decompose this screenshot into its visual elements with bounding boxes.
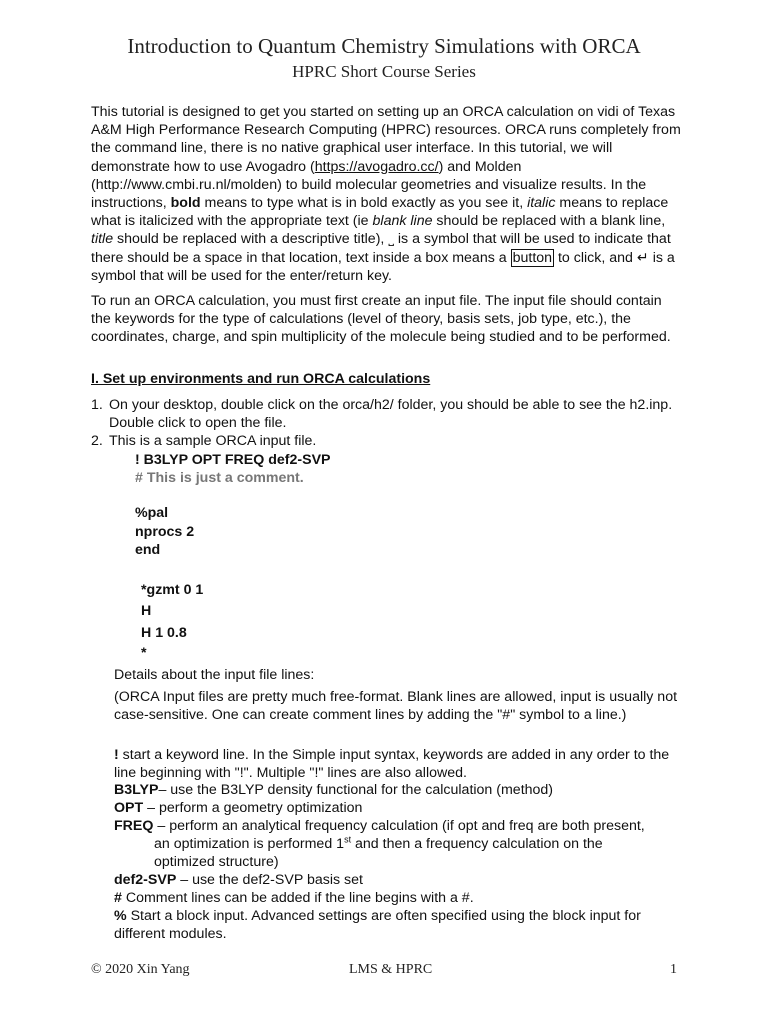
bold-example: bold	[170, 195, 201, 212]
code-keyword-line: ! B3LYP OPT FREQ def2-SVP	[135, 452, 331, 468]
list-item-number: 2.	[91, 433, 103, 449]
blank-line-example: blank line	[372, 213, 433, 230]
hash-text: Comment lines can be added if the line begins with a #.	[121, 890, 474, 906]
code-pal-line: %pal	[135, 505, 169, 521]
button-example-box: button	[512, 249, 553, 266]
freq-text: – perform an analytical frequency calculation (if opt and freq are both present,	[153, 818, 645, 834]
intro-text: means to replace what is italicized with the appropriate text (ie	[91, 195, 669, 230]
title-example: title	[91, 231, 114, 248]
code-gzmt-line: *gzmt 0 1	[141, 582, 204, 598]
document-title: Introduction to Quantum Chemistry Simulations with ORCA	[127, 34, 641, 58]
intro-text: means to type what is in bold exactly as you see it,	[200, 195, 528, 212]
list-item	[91, 432, 691, 450]
hash-key: #	[114, 890, 122, 906]
code-end-coords-line: *	[141, 645, 147, 661]
details-b3lyp	[114, 781, 694, 799]
details-opt	[114, 799, 694, 817]
list-item-text: This is a sample ORCA input file.	[109, 433, 317, 449]
avogadro-link[interactable]: https://avogadro.cc/	[314, 158, 439, 175]
percent-key: %	[114, 908, 127, 924]
space-symbol-icon: ˽	[388, 231, 394, 248]
intro-paragraph	[91, 103, 681, 285]
list-item	[91, 396, 691, 432]
code-nprocs-line: nprocs 2	[135, 524, 195, 540]
intro-text: ) and Molden (http://www.cmbi.ru.nl/molden) to build molecular geometries and visualize results. In the instructions,	[91, 158, 647, 212]
section-heading: I. Set up environments and run ORCA calculations	[91, 371, 431, 387]
details-bang	[114, 746, 694, 782]
document-subtitle: HPRC Short Course Series	[292, 62, 476, 81]
freq-text: an optimization is performed 1	[154, 836, 345, 852]
details-hash	[114, 889, 694, 907]
intro-text: is a symbol that will be used for the enter/return key.	[91, 249, 675, 284]
freq-text: and then a frequency calculation on the	[351, 836, 603, 852]
b3lyp-text: – use the B3LYP density functional for the calculation (method)	[158, 782, 554, 798]
intro-text: is a symbol that will be used to indicate that there should be a space in that location, text inside a box means a	[91, 231, 671, 266]
percent-text: Start a block input. Advanced settings are often specified using the block input for different modules.	[114, 908, 641, 942]
b3lyp-key: B3LYP	[114, 782, 159, 798]
details-def2	[114, 871, 694, 889]
code-atom-line: H	[141, 603, 152, 619]
freq-key: FREQ	[114, 818, 154, 834]
details-heading: Details about the input file lines:	[114, 667, 315, 683]
steps-list	[91, 396, 691, 450]
def2-key: def2-SVP	[114, 872, 177, 888]
code-comment-line: # This is just a comment.	[135, 470, 304, 486]
bang-key: !	[114, 747, 119, 763]
code-end-line: end	[135, 542, 161, 558]
details-freq-cont	[114, 835, 734, 853]
intro-text: should be replaced with a descriptive title),	[113, 231, 389, 248]
intro-text: This tutorial is designed to get you started on setting up an ORCA calculation on vidi of Texas A&M High Performance Research Computing (HPRC) resources. ORCA runs completely from the command line, there is no native graphical user interface. In this tutorial, we will demonstrate how to use Avogadro (	[91, 104, 681, 175]
intro-text: should be replaced with a blank line,	[432, 213, 666, 230]
enter-symbol-icon: ↵	[636, 249, 649, 266]
list-item-text: On your desktop, double click on the orca/h2/ folder, you should be able to see the h2.inp. Double click to open the file.	[109, 397, 673, 431]
footer-page-number: 1	[670, 962, 677, 977]
input-file-paragraph: To run an ORCA calculation, you must first create an input file. The input file should contain the keywords for the type of calculations (level of theory, basis sets, job type, etc.), the coordinates, charge, and spin multiplicity of the molecule being studied and to be performed.	[91, 293, 671, 346]
italic-example: italic	[527, 195, 556, 212]
footer-copyright: © 2020 Xin Yang	[91, 962, 190, 977]
details-freq	[114, 817, 694, 835]
list-item-number: 1.	[91, 397, 103, 413]
details-percent	[114, 907, 694, 943]
freq-superscript: st	[344, 834, 352, 845]
footer-center: LMS & HPRC	[349, 962, 433, 977]
opt-text: – perform a geometry optimization	[143, 800, 363, 816]
bang-text: start a keyword line. In the Simple input syntax, keywords are added in any order to the line beginning with "!". Multiple "!" lines are also allowed.	[114, 747, 670, 781]
def2-text: – use the def2-SVP basis set	[176, 872, 363, 888]
intro-text: to click, and	[554, 249, 637, 266]
details-freq-cont: optimized structure)	[154, 854, 279, 870]
code-atom-line: H 1 0.8	[141, 625, 187, 641]
opt-key: OPT	[114, 800, 144, 816]
details-note: (ORCA Input files are pretty much free-format. Blank lines are allowed, input is usually not case-sensitive. One can create comment lines by adding the "#" symbol to a line.)	[114, 689, 678, 723]
